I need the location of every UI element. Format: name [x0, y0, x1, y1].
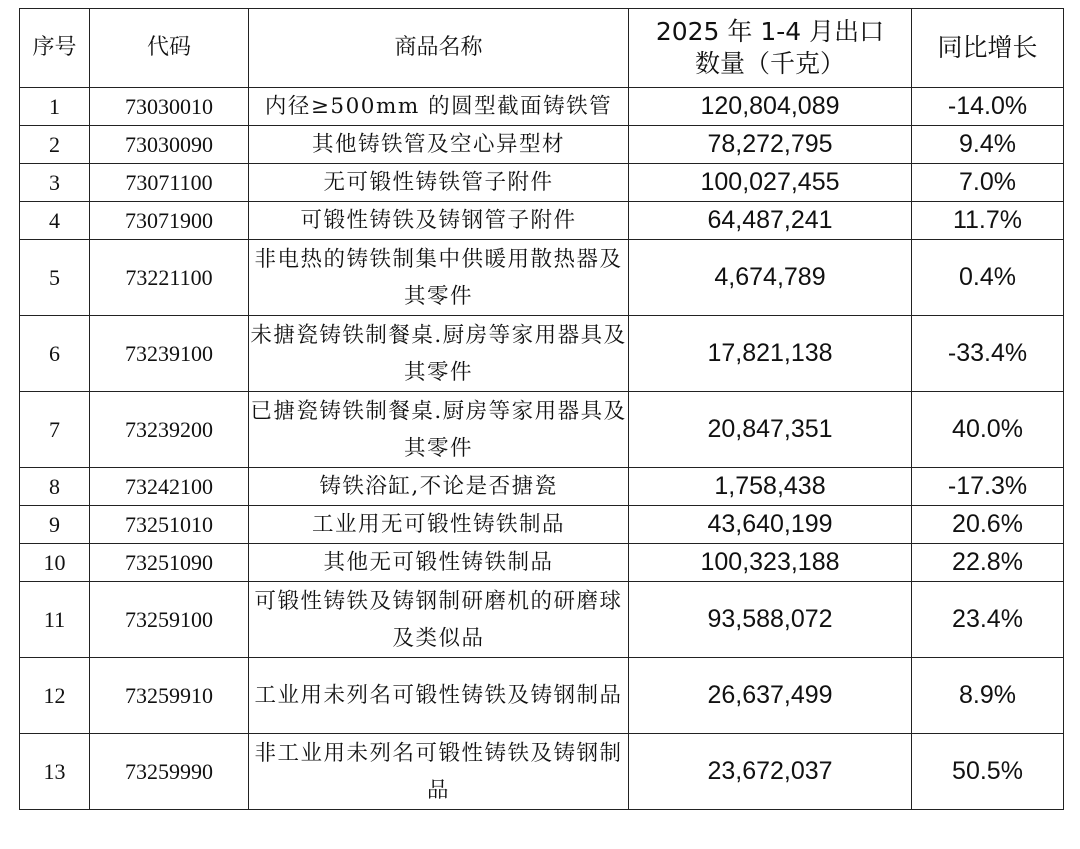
cell-code: 73030010	[90, 88, 249, 126]
cell-name: 可锻性铸铁及铸钢管子附件	[249, 202, 629, 240]
cell-yoy: -33.4%	[912, 316, 1064, 392]
table-row	[20, 164, 1064, 202]
table-row	[20, 544, 1064, 582]
table-row	[20, 88, 1064, 126]
cell-yoy: -14.0%	[912, 88, 1064, 126]
cell-code: 73239100	[90, 316, 249, 392]
cell-yoy: 0.4%	[912, 240, 1064, 316]
cell-quantity: 20,847,351	[629, 392, 912, 468]
header-quantity	[629, 9, 912, 88]
cell-quantity: 23,672,037	[629, 734, 912, 810]
cell-yoy: 23.4%	[912, 582, 1064, 658]
header-quantity-line1: 2025 年 1-4 月出口	[655, 17, 885, 46]
cell-name: 非工业用未列名可锻性铸铁及铸钢制品	[249, 734, 629, 810]
cell-code: 73242100	[90, 468, 249, 506]
table-row	[20, 392, 1064, 468]
cell-quantity: 17,821,138	[629, 316, 912, 392]
cell-seq: 12	[20, 658, 90, 734]
cell-seq: 13	[20, 734, 90, 810]
cell-name: 非电热的铸铁制集中供暖用散热器及其零件	[249, 240, 629, 316]
cell-seq: 4	[20, 202, 90, 240]
cell-seq: 3	[20, 164, 90, 202]
cell-name: 可锻性铸铁及铸钢制研磨机的研磨球及类似品	[249, 582, 629, 658]
cell-quantity: 4,674,789	[629, 240, 912, 316]
cell-seq: 1	[20, 88, 90, 126]
table-row	[20, 202, 1064, 240]
cell-quantity: 64,487,241	[629, 202, 912, 240]
cell-quantity: 43,640,199	[629, 506, 912, 544]
cell-seq: 5	[20, 240, 90, 316]
cell-name: 铸铁浴缸,不论是否搪瓷	[249, 468, 629, 506]
cell-yoy: 8.9%	[912, 658, 1064, 734]
cell-code: 73030090	[90, 126, 249, 164]
table-row	[20, 240, 1064, 316]
cell-quantity: 26,637,499	[629, 658, 912, 734]
table-row	[20, 316, 1064, 392]
cell-yoy: 7.0%	[912, 164, 1064, 202]
header-code: 代码	[90, 9, 249, 88]
table-row	[20, 126, 1064, 164]
cell-quantity: 93,588,072	[629, 582, 912, 658]
cell-name: 无可锻性铸铁管子附件	[249, 164, 629, 202]
export-table	[19, 8, 1064, 810]
cell-yoy: 11.7%	[912, 202, 1064, 240]
cell-name: 其他无可锻性铸铁制品	[249, 544, 629, 582]
cell-yoy: 50.5%	[912, 734, 1064, 810]
header-name: 商品名称	[249, 9, 629, 88]
table-row	[20, 734, 1064, 810]
cell-code: 73071900	[90, 202, 249, 240]
cell-code: 73259990	[90, 734, 249, 810]
table-row	[20, 468, 1064, 506]
table-row	[20, 582, 1064, 658]
cell-yoy: 9.4%	[912, 126, 1064, 164]
cell-name: 其他铸铁管及空心异型材	[249, 126, 629, 164]
cell-code: 73259910	[90, 658, 249, 734]
cell-seq: 8	[20, 468, 90, 506]
cell-name: 内径≥500mm 的圆型截面铸铁管	[249, 88, 629, 126]
cell-quantity: 100,323,188	[629, 544, 912, 582]
cell-quantity: 78,272,795	[629, 126, 912, 164]
cell-name: 已搪瓷铸铁制餐桌.厨房等家用器具及其零件	[249, 392, 629, 468]
table-row	[20, 506, 1064, 544]
cell-name: 未搪瓷铸铁制餐桌.厨房等家用器具及其零件	[249, 316, 629, 392]
cell-name: 工业用无可锻性铸铁制品	[249, 506, 629, 544]
cell-yoy: 40.0%	[912, 392, 1064, 468]
cell-seq: 10	[20, 544, 90, 582]
cell-code: 73071100	[90, 164, 249, 202]
cell-seq: 11	[20, 582, 90, 658]
cell-yoy: 22.8%	[912, 544, 1064, 582]
cell-name: 工业用未列名可锻性铸铁及铸钢制品	[249, 658, 629, 734]
cell-yoy: 20.6%	[912, 506, 1064, 544]
cell-quantity: 100,027,455	[629, 164, 912, 202]
cell-yoy: -17.3%	[912, 468, 1064, 506]
cell-code: 73221100	[90, 240, 249, 316]
cell-seq: 6	[20, 316, 90, 392]
cell-seq: 2	[20, 126, 90, 164]
cell-code: 73251090	[90, 544, 249, 582]
cell-code: 73251010	[90, 506, 249, 544]
cell-quantity: 1,758,438	[629, 468, 912, 506]
header-seq: 序号	[20, 9, 90, 88]
cell-seq: 9	[20, 506, 90, 544]
cell-quantity: 120,804,089	[629, 88, 912, 126]
header-quantity-line2: 数量（千克）	[694, 49, 845, 78]
header-yoy: 同比增长	[912, 9, 1064, 88]
cell-code: 73259100	[90, 582, 249, 658]
table-header-row	[20, 9, 1064, 88]
cell-seq: 7	[20, 392, 90, 468]
table-row	[20, 658, 1064, 734]
cell-code: 73239200	[90, 392, 249, 468]
